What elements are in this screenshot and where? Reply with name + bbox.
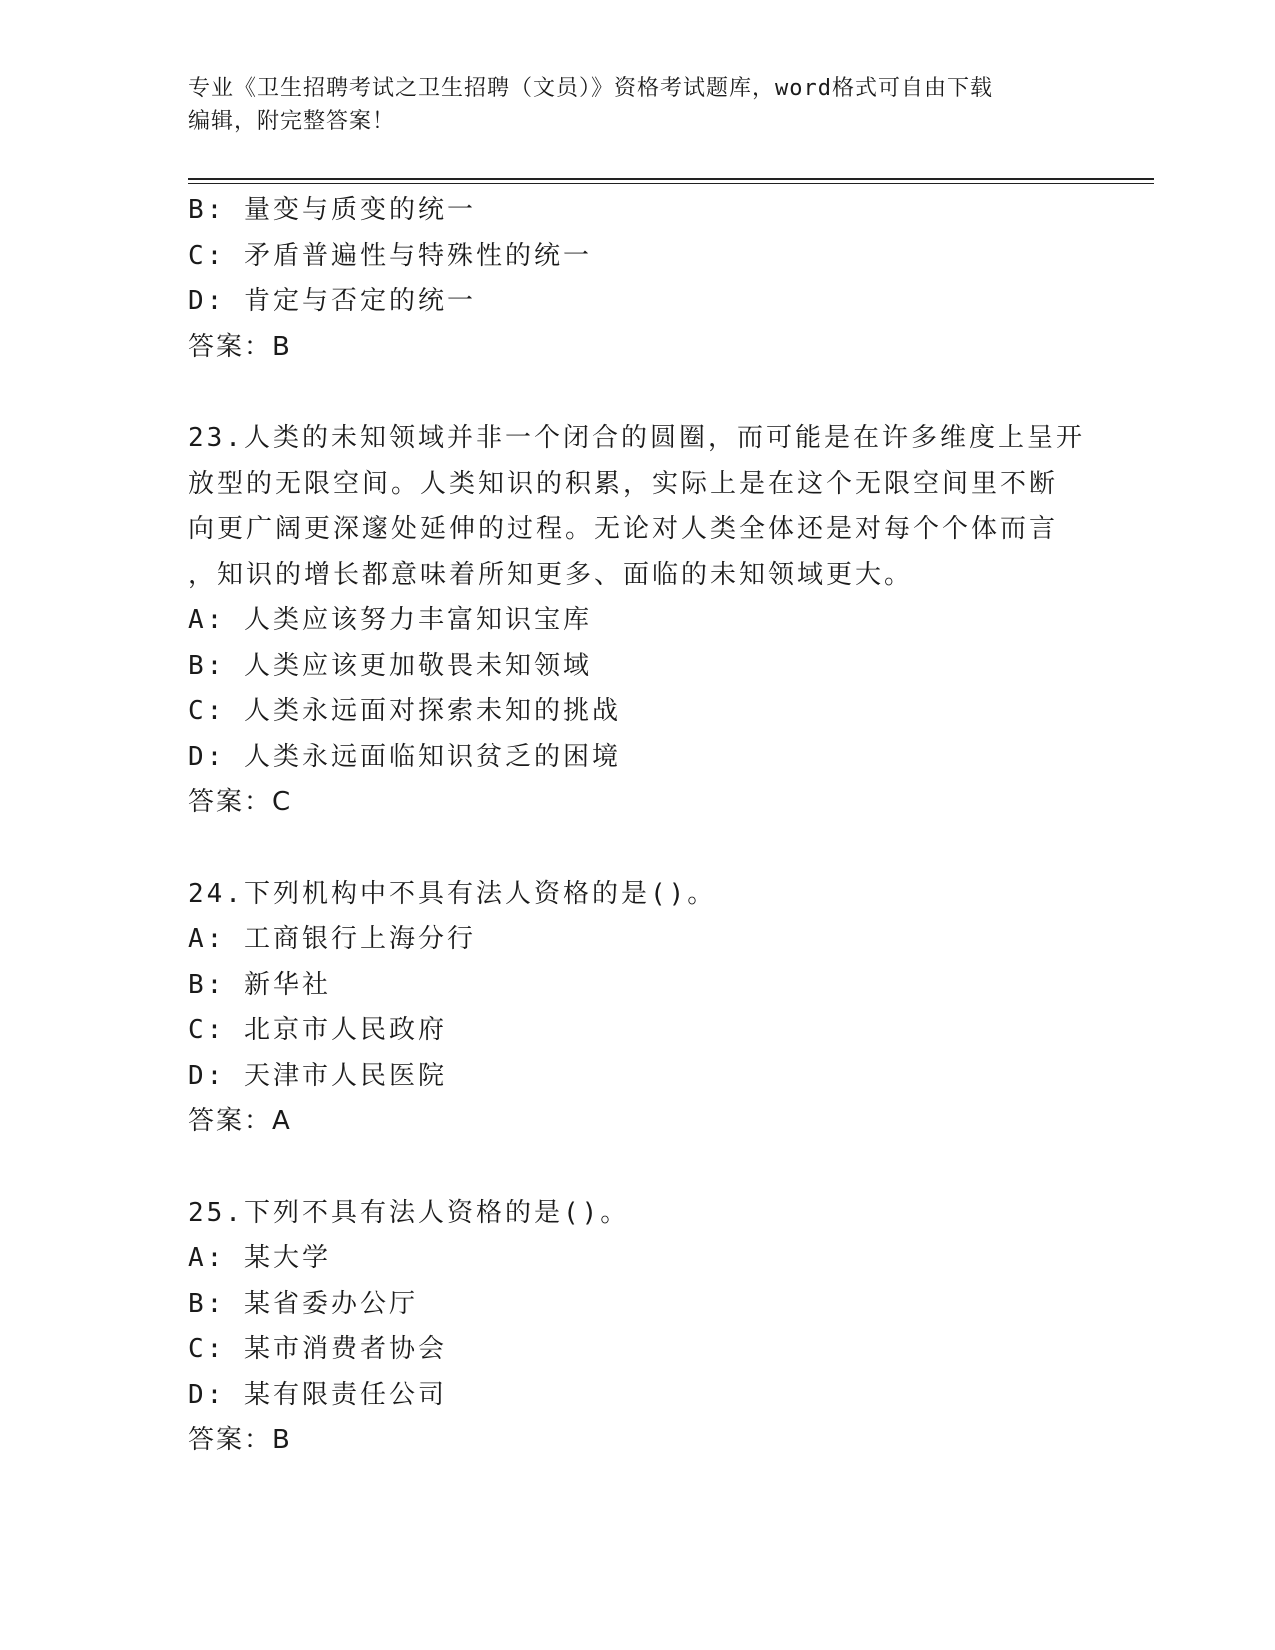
option-d: D: 人类永远面临知识贫乏的困境 — [188, 741, 621, 772]
header-line-1: 专业《卫生招聘考试之卫生招聘（文员）》资格考试题库，word格式可自由下载 — [188, 76, 993, 101]
stem-line: 23.人类的未知领域并非一个闭合的圆圈，而可能是在许多维度上呈开 — [188, 423, 1085, 453]
stem-line: ，知识的增长都意味着所知更多、面临的未知领域更大。 — [188, 559, 914, 590]
header-line-2: 编辑，附完整答案！ — [188, 109, 396, 134]
option-b: B: 量变与质变的统一 — [188, 195, 476, 225]
option-d: D: 天津市人民医院 — [188, 1060, 447, 1091]
question-stem — [188, 416, 1088, 598]
option-c: C: 矛盾普遍性与特殊性的统一 — [188, 240, 592, 271]
option-c: C: 某市消费者协会 — [188, 1334, 447, 1364]
answer-line: 答案：B — [188, 1425, 292, 1455]
stem-line: 放型的无限空间。人类知识的积累，实际上是在这个无限空间里不断 — [188, 468, 1059, 499]
question-24 — [188, 872, 1088, 1145]
option-a: A: 人类应该努力丰富知识宝库 — [188, 605, 592, 635]
stem-line: 25.下列不具有法人资格的是()。 — [188, 1197, 630, 1228]
question-stem — [188, 872, 1088, 918]
stem-line: 24.下列机构中不具有法人资格的是()。 — [188, 878, 717, 909]
option-c: C: 人类永远面对探索未知的挑战 — [188, 696, 621, 726]
spacer — [188, 1145, 1088, 1191]
spacer — [188, 826, 1088, 872]
option-a: A: 某大学 — [188, 1243, 331, 1273]
question-25 — [188, 1191, 1088, 1464]
option-d: D: 肯定与否定的统一 — [188, 286, 476, 316]
header-rule-thin — [188, 183, 1154, 184]
page-header — [188, 72, 1088, 138]
option-b: B: 人类应该更加敬畏未知领域 — [188, 650, 592, 681]
answer-line: 答案：A — [188, 1106, 292, 1136]
option-d: D: 某有限责任公司 — [188, 1379, 447, 1410]
option-c: C: 北京市人民政府 — [188, 1015, 447, 1045]
answer-line: 答案：C — [188, 787, 293, 817]
option-b: B: 某省委办公厅 — [188, 1288, 418, 1319]
header-rule-thick — [188, 178, 1154, 180]
question-23 — [188, 416, 1088, 826]
spacer — [188, 370, 1088, 416]
prev-question-block — [188, 188, 1088, 370]
option-b: B: 新华社 — [188, 969, 331, 1000]
question-content — [188, 188, 1088, 1464]
question-stem — [188, 1191, 1088, 1237]
stem-line: 向更广阔更深邃处延伸的过程。无论对人类全体还是对每个个体而言 — [188, 514, 1059, 544]
answer-line: 答案：B — [188, 331, 292, 362]
option-a: A: 工商银行上海分行 — [188, 924, 476, 954]
